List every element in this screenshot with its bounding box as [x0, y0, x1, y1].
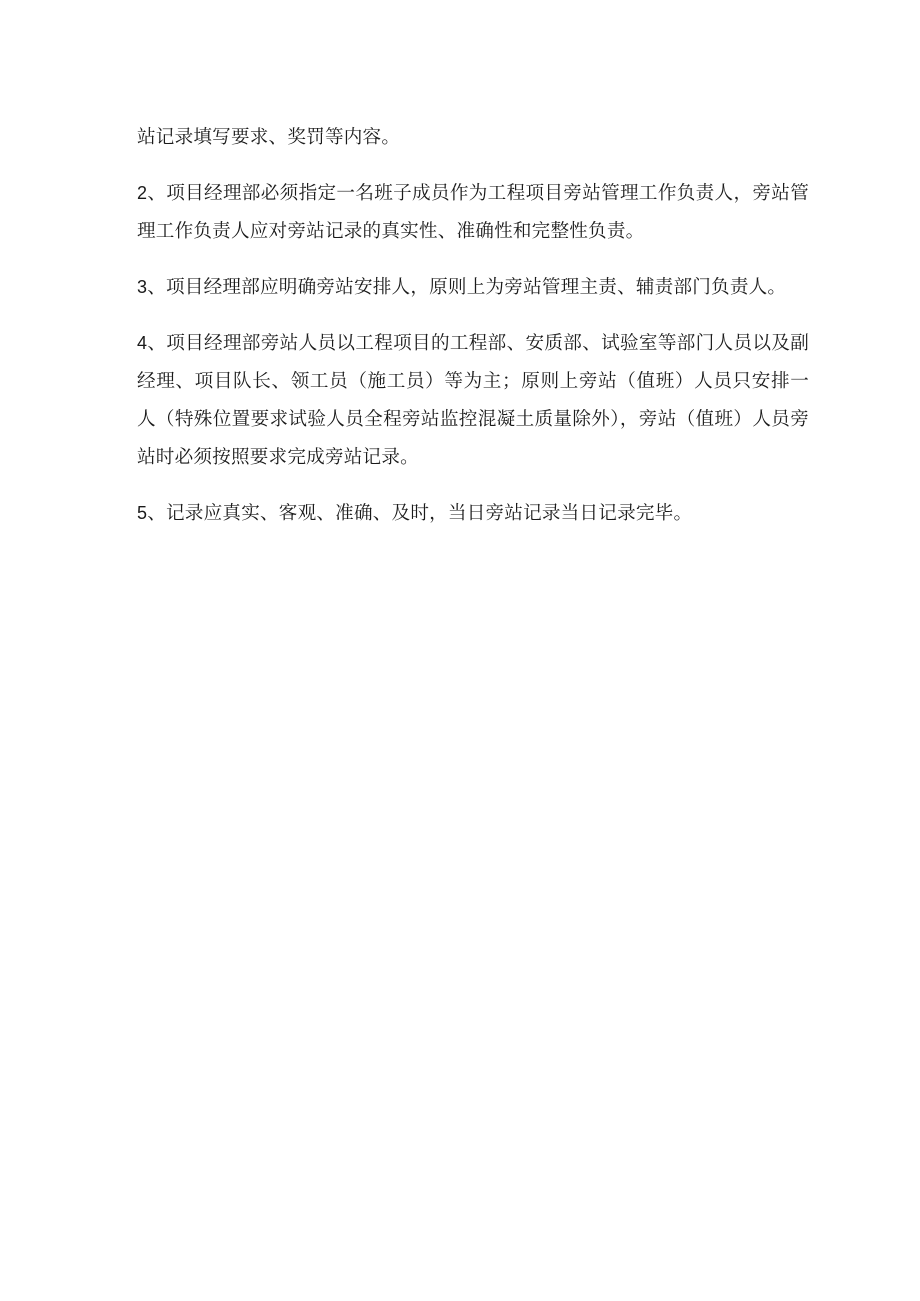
paragraph-text: 站记录填写要求、奖罚等内容。 [137, 127, 401, 148]
paragraph-text: 、项目经理部旁站人员以工程项目的工程部、安质部、试验室等部门人员以及副经理、项目队长、领工员（施工员）等为主；原则上旁站（值班）人员只安排一人（特殊位置要求试验人员全程旁站监控混凝土质量除外），旁站（值班）人员旁站时必须按照要求完成旁站记录。 [137, 333, 809, 468]
document-body [137, 118, 809, 550]
paragraph-number: 2 [137, 183, 148, 203]
paragraph-text: 、记录应真实、客观、准确、及时，当日旁站记录当日记录完毕。 [147, 503, 693, 524]
paragraph-item-4 [137, 324, 809, 477]
paragraph-item-5 [137, 494, 809, 533]
paragraph-number: 3 [137, 277, 148, 297]
paragraph-item-3 [137, 268, 809, 307]
paragraph-item-2 [137, 174, 809, 251]
paragraph-number: 5 [137, 503, 148, 523]
paragraph-text: 、项目经理部必须指定一名班子成员作为工程项目旁站管理工作负责人，旁站管理工作负责人应对旁站记录的真实性、准确性和完整性负责。 [137, 183, 809, 242]
paragraph-text: 、项目经理部应明确旁站安排人，原则上为旁站管理主责、辅责部门负责人。 [147, 277, 787, 298]
paragraph-number: 4 [137, 333, 148, 353]
paragraph-continuation [137, 118, 809, 157]
